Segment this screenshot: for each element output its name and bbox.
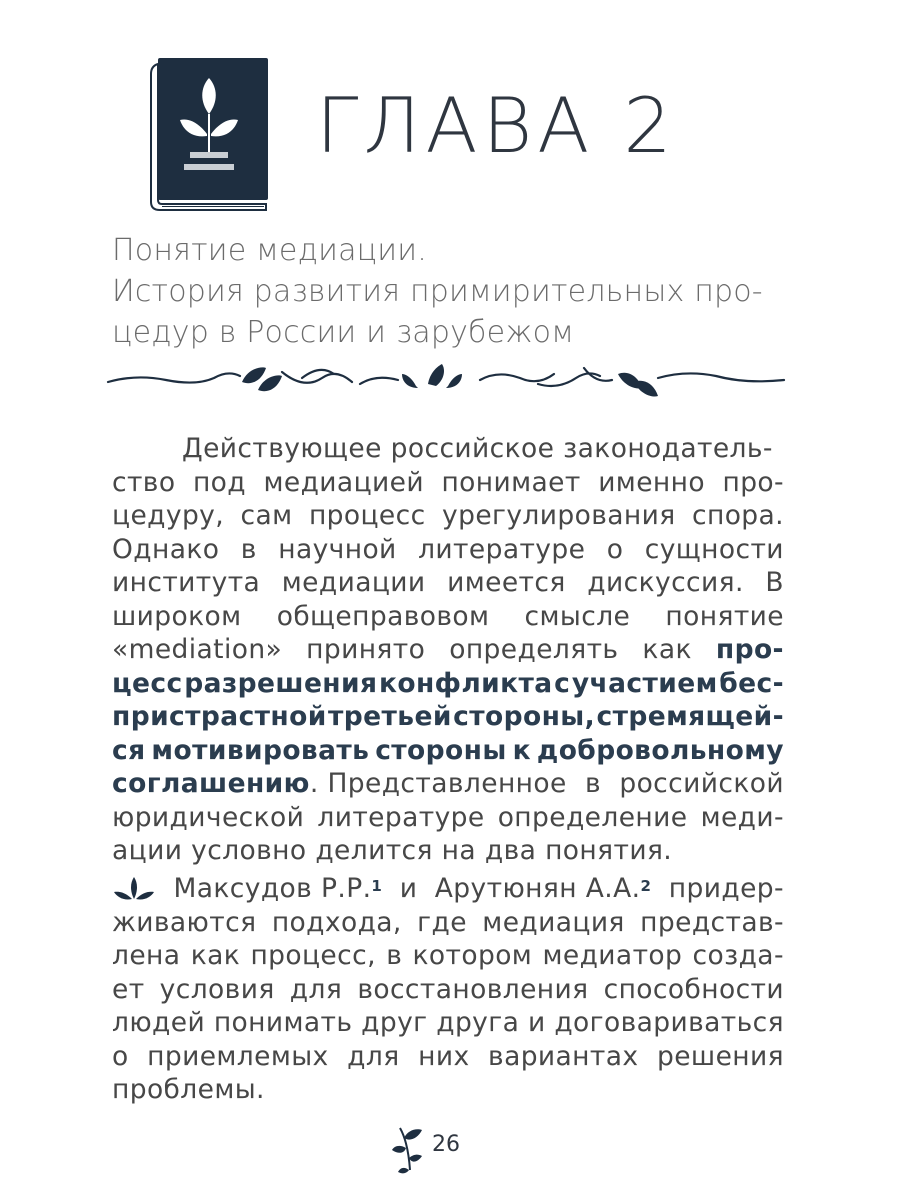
word: именно	[598, 466, 705, 498]
word: третьей	[328, 701, 452, 732]
word: определение	[497, 801, 688, 833]
text-fragment: Действующее российское законодатель-	[182, 433, 773, 464]
word: урегулирования	[442, 500, 676, 531]
text-line	[112, 767, 784, 801]
word: живаются	[112, 906, 257, 938]
text-line	[112, 499, 784, 533]
body-paragraph	[112, 872, 784, 1107]
word: спора.	[692, 500, 784, 531]
word: литературе	[317, 801, 485, 833]
footnote-marker[interactable]: 1	[371, 877, 383, 895]
word: сам	[240, 500, 293, 531]
word: о	[112, 1040, 129, 1072]
word: для	[289, 973, 343, 1005]
page-footer	[392, 1124, 460, 1174]
text-line	[112, 633, 784, 667]
word: добровольному	[536, 734, 784, 766]
word: конфликта	[378, 667, 553, 699]
word: российской	[619, 768, 784, 799]
word: про-	[722, 466, 784, 498]
word: процесс,	[250, 940, 376, 971]
word: понятие	[665, 600, 784, 632]
word: к	[512, 734, 531, 766]
text-line	[112, 973, 784, 1007]
text-line-emphasized	[112, 700, 784, 734]
word: решения	[657, 1040, 784, 1072]
word: института	[112, 567, 261, 598]
word: вариантах	[488, 1040, 639, 1072]
word: Однако	[112, 533, 220, 565]
section-subtitle	[112, 230, 802, 353]
word: определять	[449, 634, 619, 665]
word: принято	[306, 634, 426, 665]
word: ся	[112, 734, 146, 766]
word: восстановления	[357, 973, 589, 1005]
word: «mediation»	[112, 634, 283, 665]
word: сущности	[644, 533, 784, 565]
word: мотивировать	[151, 734, 370, 766]
text-line	[112, 1006, 784, 1040]
word: договариваться	[554, 1007, 784, 1038]
word: условия	[159, 973, 275, 1005]
text-line	[112, 466, 784, 500]
word: медиатор	[542, 940, 683, 971]
word: в	[386, 940, 403, 971]
word: смысле	[524, 600, 631, 632]
word: них	[418, 1040, 470, 1072]
word: созда-	[692, 940, 784, 971]
leaf-sprig-icon	[392, 1124, 426, 1174]
word: друга	[436, 1007, 520, 1038]
word: имеется	[447, 567, 566, 598]
text-line	[112, 872, 784, 906]
word: для	[347, 1040, 400, 1072]
text-line	[112, 906, 784, 940]
text-fragment: ации условно делится на два понятия.	[112, 835, 673, 866]
word: как	[190, 940, 241, 971]
text-line	[112, 939, 784, 973]
leaf-bullet-icon	[112, 872, 156, 906]
word: и	[527, 1007, 546, 1038]
word: пристрастной	[112, 701, 327, 732]
word: меди-	[700, 801, 784, 833]
word: в	[585, 768, 602, 799]
word: подхода,	[271, 906, 402, 938]
text-line	[112, 432, 784, 466]
word: участием	[571, 667, 718, 699]
chapter-title: ГЛАВА 2	[316, 81, 677, 170]
text-fragment: проблемы.	[112, 1074, 265, 1105]
word: приемлемых	[147, 1040, 329, 1072]
emphasized-word: про-	[715, 634, 784, 665]
text-line-emphasized	[112, 734, 784, 768]
word: разрешения	[184, 667, 378, 699]
page-number: 26	[432, 1131, 460, 1157]
text-line	[112, 1040, 784, 1074]
word: котором	[412, 940, 533, 971]
word: литературе	[418, 533, 586, 565]
word: широком	[112, 600, 242, 632]
subtitle-line: Понятие медиации.	[112, 233, 427, 268]
word: В	[765, 567, 784, 598]
subtitle-line: История развития примирительных про-	[112, 274, 763, 309]
word: стороны	[375, 734, 507, 766]
word: понимает	[441, 466, 581, 498]
text-line	[112, 1073, 784, 1107]
word: понимать	[213, 1007, 353, 1038]
word: как	[642, 634, 692, 665]
word: способности	[603, 973, 784, 1005]
leaf-flourish-divider-icon	[106, 360, 786, 400]
subtitle-line: цедур в России и зарубежом	[112, 315, 575, 350]
body-paragraph	[112, 432, 784, 868]
word: общеправовом	[276, 600, 490, 632]
leaf-bullet-svg	[112, 875, 156, 901]
author-name: Арутюнян А.А.	[434, 873, 641, 904]
word: медиации	[281, 567, 426, 598]
word: под	[192, 466, 246, 498]
emphasized-word: соглашению	[112, 768, 310, 799]
word: стороны,	[453, 701, 596, 732]
word: цедуру,	[112, 500, 225, 531]
text-line	[112, 566, 784, 600]
word: друг	[361, 1007, 428, 1038]
text-line	[112, 801, 784, 835]
word: научной	[278, 533, 397, 565]
book-leaf-icon	[148, 56, 270, 212]
word: где	[417, 906, 467, 938]
word: о	[606, 533, 624, 565]
text-line-emphasized	[112, 667, 784, 701]
word: медиацией	[263, 466, 424, 498]
word: стремящей-	[596, 701, 784, 732]
word: людей	[112, 1007, 206, 1038]
word: . Представленное	[309, 768, 567, 799]
word: лена	[112, 940, 181, 971]
word: медиация	[482, 906, 625, 938]
word: с	[554, 667, 571, 699]
word: бес-	[719, 667, 784, 699]
word: юридической	[112, 801, 305, 833]
footnote-marker[interactable]: 2	[640, 877, 652, 895]
word: цесс	[112, 667, 183, 699]
author-name: Максудов Р.Р.	[173, 873, 372, 904]
word: процесс	[308, 500, 426, 531]
word: в	[240, 533, 257, 565]
word: и	[399, 873, 418, 904]
word: ет	[112, 973, 145, 1005]
text-line	[112, 834, 784, 868]
text-line	[112, 600, 784, 634]
text-line	[112, 533, 784, 567]
word: представ-	[640, 906, 784, 938]
word: придер-	[668, 873, 784, 904]
word: дискуссия.	[587, 567, 744, 598]
word: ство	[112, 466, 176, 498]
